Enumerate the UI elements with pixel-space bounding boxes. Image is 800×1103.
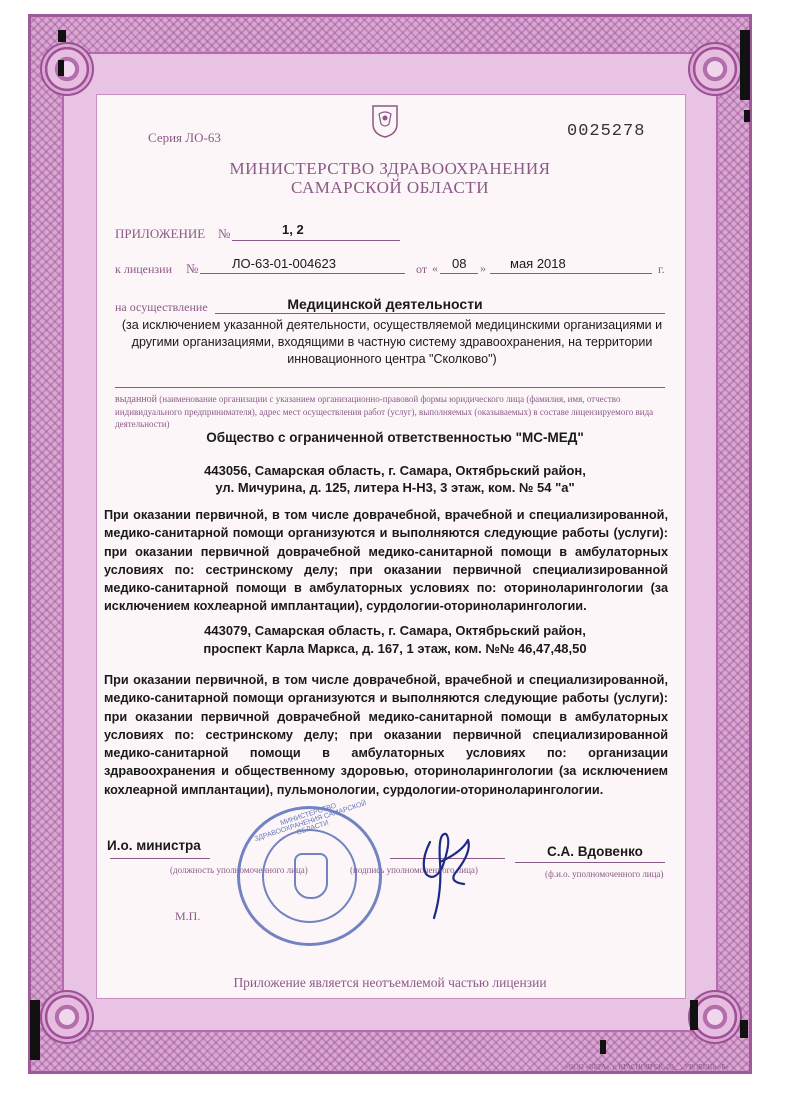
license-number-sign: № bbox=[186, 261, 199, 276]
ministry-name-line2: САМАРСКОЙ ОБЛАСТИ bbox=[291, 178, 489, 197]
license-day-line bbox=[440, 273, 478, 274]
appendix-number: 1, 2 bbox=[282, 222, 304, 237]
redaction-mark bbox=[744, 110, 750, 122]
name-line bbox=[515, 862, 665, 863]
activity-note: (за исключением указанной деятельности, осуществляемой медицинскими организациями и другими организациями, входящими в частную систему здравоохранения, на территории инновационного центра "Сколково") bbox=[121, 318, 663, 366]
quote-mark: « bbox=[432, 261, 438, 275]
organization-name: Общество с ограниченной ответственностью "МС-МЕД" bbox=[206, 430, 584, 445]
redaction-mark bbox=[600, 1040, 606, 1054]
position-hint: (должность уполномоченного лица) bbox=[170, 865, 308, 875]
license-from-label: от bbox=[416, 262, 428, 276]
name-hint: (ф.и.о. уполномоченного лица) bbox=[545, 869, 664, 879]
license-day: 08 bbox=[452, 256, 467, 271]
activity-line bbox=[215, 313, 665, 314]
redaction-mark bbox=[30, 1000, 40, 1060]
redaction-mark bbox=[58, 60, 64, 76]
coat-of-arms-icon bbox=[371, 104, 399, 138]
series-label: Серия ЛО-63 bbox=[148, 130, 221, 145]
position-line bbox=[110, 858, 210, 859]
activity-value: Медицинской деятельности bbox=[287, 296, 483, 312]
seal-eagle-icon bbox=[294, 853, 328, 899]
redaction-mark bbox=[740, 30, 750, 100]
handwritten-signature bbox=[412, 822, 482, 922]
footer-note: Приложение является неотъемлемой частью лицензии bbox=[233, 975, 547, 990]
signer-name: С.А. Вдовенко bbox=[547, 844, 643, 859]
corner-rosette-bottom-left bbox=[40, 990, 94, 1044]
signature-hint: (подпись уполномоченного лица) bbox=[350, 865, 478, 875]
license-number-line bbox=[200, 273, 405, 274]
seal-text: МИНИСТЕРСТВО ЗДРАВООХРАНЕНИЯ САМАРСКОЙ ОБЛАСТИ bbox=[253, 800, 368, 843]
form-number: 0025278 bbox=[567, 122, 646, 141]
redaction-mark bbox=[740, 1020, 748, 1038]
redaction-mark bbox=[58, 30, 66, 42]
services-address2: При оказании первичной, в том числе доврачебной, врачебной и специализированной, медико-санитарной помощи организуются и выполняются следующие работы (услуги): при оказании первичной доврачебной медико-санитарной помощи в амбулаторных условиях по: сестринскому делу; при оказании первичной специализированной медико-санитарной помощи в амбулаторных условиях по: организации здравоохранения и общественному здоровью, оториноларингологии (за исключением кохлеарной имплантации), пульмонологии, сурдологии-оториноларингологии. bbox=[104, 673, 668, 797]
license-month-year: мая 2018 bbox=[510, 256, 566, 271]
issued-hint: (наименование организации с указанием организационно-правовой формы юридического лица (фамилия, имя, отчество индивидуального предпринимателя), адрес мест осуществления работ (услуг), выполняемых (оказываемых) в составе лицензируемого вида деятельности) bbox=[115, 394, 654, 429]
appendix-number-line bbox=[232, 240, 400, 241]
services-address1: При оказании первичной, в том числе доврачебной, врачебной и специализированной, медико-санитарной помощи организуются и выполняются следующие работы (услуги): при оказании первичной доврачебной медико-санитарной помощи в амбулаторных условиях по: сестринскому делу; при оказании первичной специализированной медико-санитарной помощи в амбулаторных условиях по: оториноларингологии (за исключением кохлеарной имплантации), сурдологии-оториноларингологии. bbox=[104, 508, 668, 614]
seal-inner-ring bbox=[262, 829, 357, 923]
corner-rosette-top-right bbox=[688, 42, 742, 96]
seal-place-label: М.П. bbox=[175, 909, 201, 923]
address2-line2: проспект Карла Маркса, д. 167, 1 этаж, ком. №№ 46,47,48,50 bbox=[203, 641, 587, 656]
signer-position: И.о. министра bbox=[107, 838, 201, 853]
quote-mark: » bbox=[480, 261, 486, 275]
license-label: к лицензии bbox=[115, 262, 172, 276]
license-month-line bbox=[490, 273, 652, 274]
appendix-label: ПРИЛОЖЕНИЕ bbox=[115, 226, 206, 241]
license-number: ЛО-63-01-004623 bbox=[232, 256, 336, 271]
printer-imprint: «ООО «ВЕРА», г. КРАСНОЯРСК, 20__, УРОВЕНЬ «Б» bbox=[565, 1063, 729, 1071]
address1-line2: ул. Мичурина, д. 125, литера Н-Н3, 3 этаж, ком. № 54 "а" bbox=[215, 480, 575, 495]
redaction-mark bbox=[690, 1000, 698, 1030]
ministry-name-line1: МИНИСТЕРСТВО ЗДРАВООХРАНЕНИЯ bbox=[229, 159, 551, 178]
license-year-suffix: г. bbox=[658, 262, 665, 276]
address1-line1: 443056, Самарская область, г. Самара, Октябрьский район, bbox=[204, 463, 586, 478]
official-seal bbox=[237, 800, 382, 946]
address2-line1: 443079, Самарская область, г. Самара, Октябрьский район, bbox=[204, 623, 586, 638]
activity-label: на осуществление bbox=[115, 300, 208, 314]
corner-rosette-top-left bbox=[40, 42, 94, 96]
appendix-number-sign: № bbox=[218, 226, 231, 241]
issued-line bbox=[115, 387, 665, 388]
issued-block bbox=[115, 393, 665, 430]
issued-label: выданной bbox=[115, 394, 158, 405]
